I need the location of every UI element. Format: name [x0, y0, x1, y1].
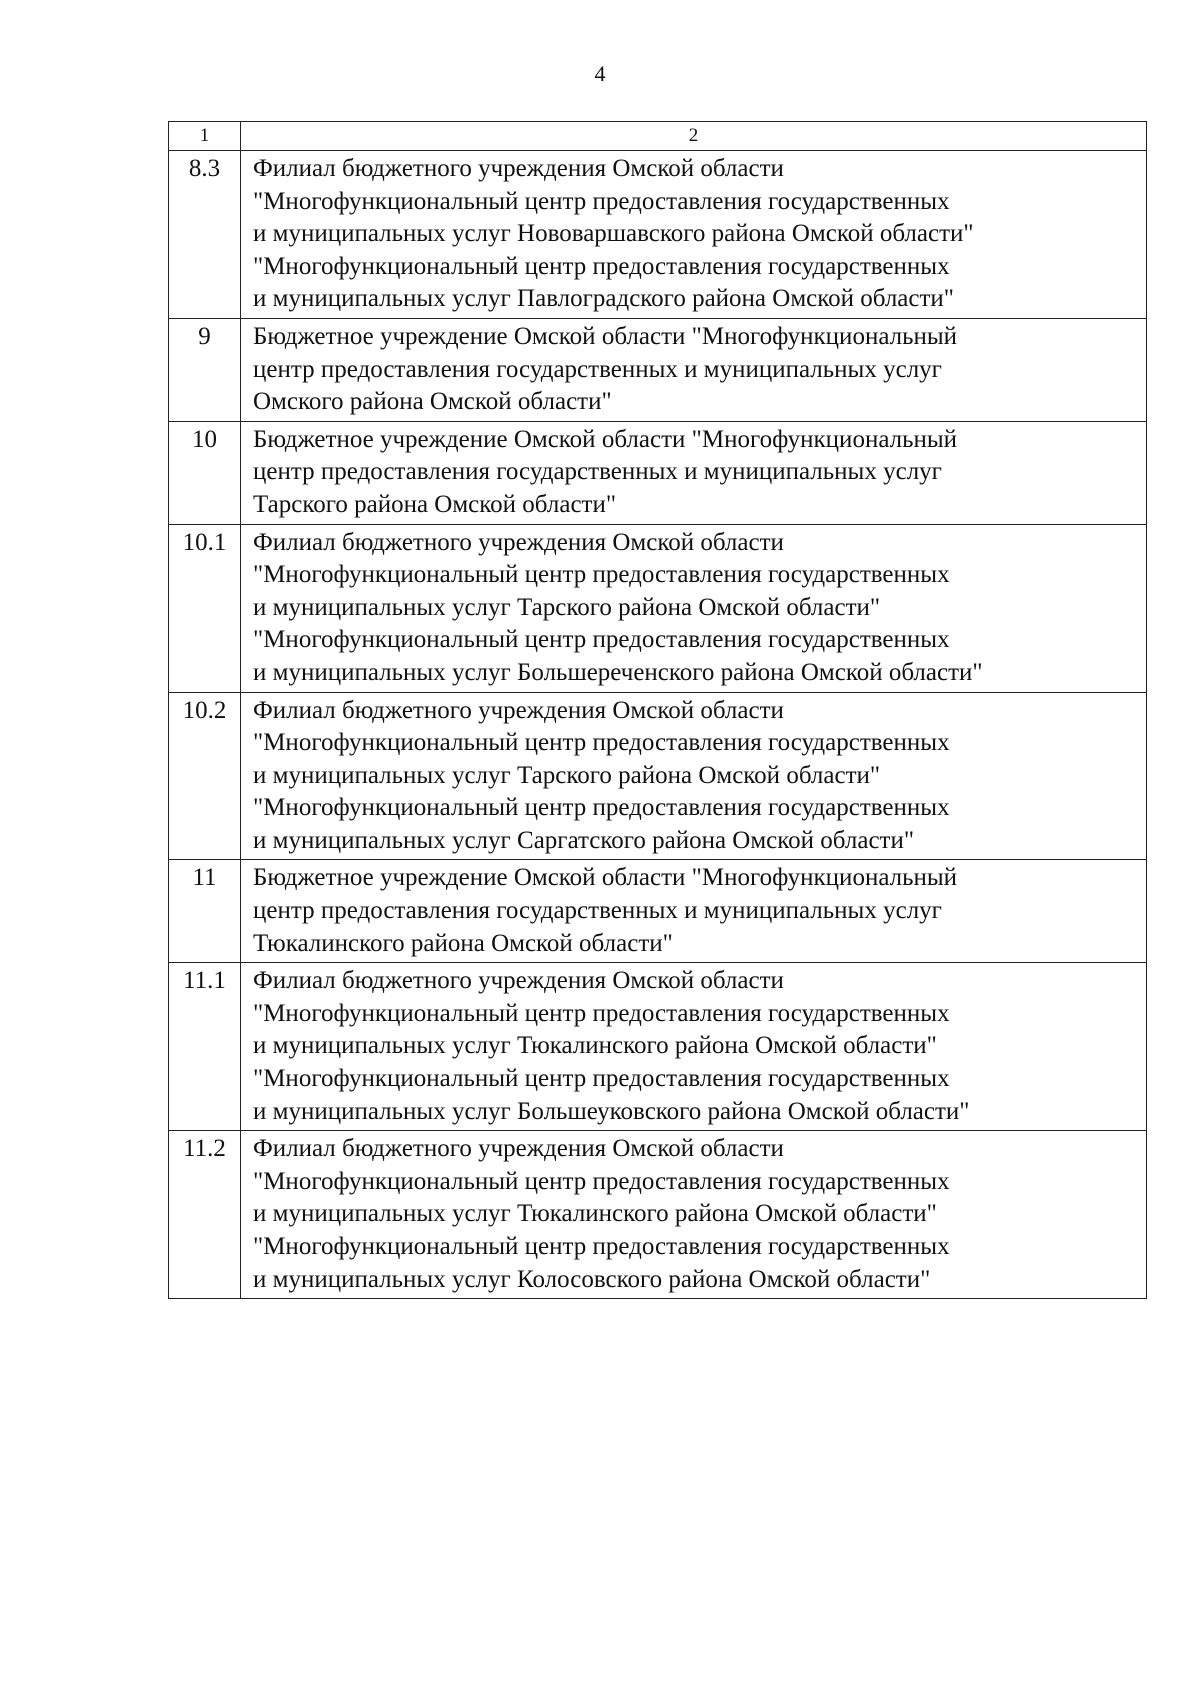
row-text-line: "Многофункциональный центр предоставления государственных [253, 561, 950, 589]
row-text-line: "Многофункциональный центр предоставления государственных [253, 1167, 950, 1195]
row-text-line: Филиал бюджетного учреждения Омской области [253, 1135, 784, 1163]
row-text-line: Бюджетное учреждение Омской области "Многофункциональный [253, 425, 958, 453]
row-text-line: и муниципальных услуг Тюкалинского района Омской области" [253, 1200, 937, 1228]
row-number-cell: 8.3 [169, 151, 241, 319]
row-text-line: Бюджетное учреждение Омской области "Многофункциональный [253, 322, 958, 350]
row-text-line: "Многофункциональный центр предоставления государственных [253, 1233, 950, 1260]
document-table [168, 121, 1147, 1299]
table-row [169, 318, 1147, 421]
row-text-line: "Многофункциональный центр предоставления государственных [253, 1065, 950, 1093]
row-text-line: и муниципальных услуг Колосовского района Омской области" [253, 1265, 931, 1293]
row-text-line: Бюджетное учреждение Омской области "Многофункциональный [253, 864, 958, 892]
row-text-line: и муниципальных услуг Большеуковского района Омской области" [253, 1097, 970, 1125]
row-text-cell [241, 860, 1147, 963]
row-text-line: центр предоставления государственных и муниципальных услуг [253, 355, 942, 383]
row-text-cell [241, 151, 1147, 319]
row-text-cell [241, 318, 1147, 421]
row-text-line: и муниципальных услуг Тюкалинского района Омской области" [253, 1032, 937, 1060]
row-text-line: "Многофункциональный центр предоставления государственных [253, 999, 950, 1027]
row-text-cell [241, 421, 1147, 524]
row-text-line: и муниципальных услуг Тарского района Омской области" [253, 761, 881, 789]
row-text-line: и муниципальных услуг Большереченского района Омской области" [253, 658, 983, 686]
table-header-row [169, 122, 1147, 151]
table-row [169, 860, 1147, 963]
row-text-line: и муниципальных услуг Нововаршавского района Омской области" [253, 220, 974, 248]
row-text-line: Омского района Омской области" [253, 388, 612, 416]
row-text-line: Филиал бюджетного учреждения Омской области [253, 696, 784, 724]
table-row [169, 151, 1147, 319]
row-text-cell [241, 963, 1147, 1131]
row-text-line: "Многофункциональный центр предоставления государственных [253, 794, 950, 822]
row-text-line: и муниципальных услуг Павлоградского района Омской области" [253, 285, 955, 313]
row-text-line: Филиал бюджетного учреждения Омской области [253, 967, 784, 995]
row-text-line: "Многофункциональный центр предоставления государственных [253, 626, 950, 654]
row-text-line: Филиал бюджетного учреждения Омской области [253, 528, 784, 556]
row-text-line: Филиал бюджетного учреждения Омской области [253, 155, 784, 182]
table-row [169, 963, 1147, 1131]
row-text-cell [241, 692, 1147, 860]
table-row [169, 421, 1147, 524]
header-cell-number: 1 [169, 122, 241, 151]
row-number-cell: 10.2 [169, 692, 241, 860]
page-number: 4 [594, 61, 606, 86]
table-row [169, 692, 1147, 860]
row-text-cell [241, 1131, 1147, 1299]
row-text-line: "Многофункциональный центр предоставления государственных [253, 729, 950, 757]
row-text-cell [241, 524, 1147, 692]
table-row [169, 524, 1147, 692]
table-body [169, 122, 1147, 1299]
row-text-line: Тарского района Омской области" [253, 490, 617, 518]
row-text-line: центр предоставления государственных и муниципальных услуг [253, 458, 942, 486]
row-number-cell: 9 [169, 318, 241, 421]
row-text-line: и муниципальных услуг Саргатского района Омской области" [253, 826, 915, 854]
row-text-line: и муниципальных услуг Тарского района Омской области" [253, 593, 881, 621]
row-number-cell: 10.1 [169, 524, 241, 692]
row-text-line: "Многофункциональный центр предоставления государственных [253, 187, 950, 215]
row-text-line: Тюкалинского района Омской области" [253, 929, 673, 957]
row-number-cell: 11.1 [169, 963, 241, 1131]
header-cell-text: 2 [241, 122, 1147, 151]
row-number-cell: 11 [169, 860, 241, 963]
row-number-cell: 11.2 [169, 1131, 241, 1299]
row-number-cell: 10 [169, 421, 241, 524]
row-text-line: центр предоставления государственных и муниципальных услуг [253, 897, 942, 925]
table-row [169, 1131, 1147, 1299]
row-text-line: "Многофункциональный центр предоставления государственных [253, 252, 950, 280]
